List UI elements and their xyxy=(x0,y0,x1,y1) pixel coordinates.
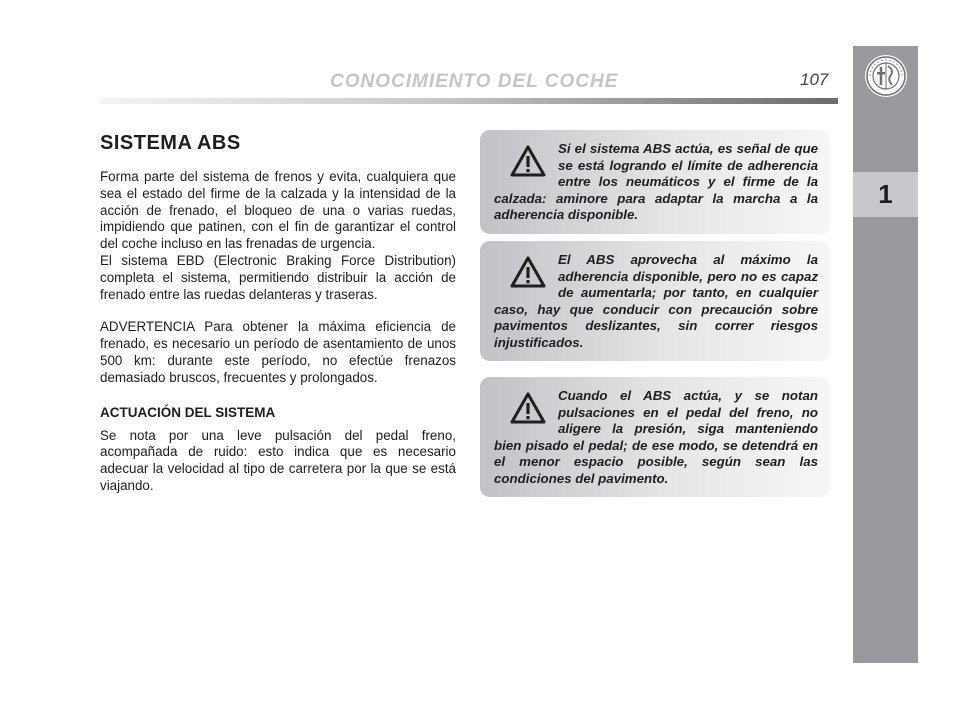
chapter-number: 1 xyxy=(878,179,893,209)
warning-triangle-icon xyxy=(510,145,546,177)
page-number: 107 xyxy=(800,70,829,89)
page-header-title: CONOCIMIENTO DEL COCHE xyxy=(330,71,619,92)
subsection-title: ACTUACIÓN DEL SISTEMA xyxy=(100,404,276,420)
chapter-tab xyxy=(853,172,918,217)
alfa-romeo-logo-icon xyxy=(864,54,908,98)
warning-text: El ABS aprovecha al máximo la adherencia disponible, pero no es capaz de aumentarla; por tanto, en cualquier caso, hay que conducir con precaución sobre pavimentos deslizantes, sin correr riesgos injustificados. xyxy=(494,252,818,350)
warning-triangle-icon xyxy=(510,256,546,288)
chapter-sidebar xyxy=(853,46,918,663)
section-title: SISTEMA ABS xyxy=(100,132,241,154)
body-paragraph: El sistema EBD (Electronic Braking Force Distribution) completa el sistema, permitiendo distribuir la acción de frenado entre las ruedas delanteras y traseras. xyxy=(100,252,456,302)
main-content xyxy=(100,132,456,495)
body-paragraph: Se nota por una leve pulsación del pedal freno, acompañada de ruido: esto indica que es necesario adecuar la velocidad al tipo de carretera por la que se está viajando. xyxy=(100,427,456,493)
warning-text: Cuando el ABS actúa, y se notan pulsaciones en el pedal del freno, no aligere la presión, siga manteniendo bien pisado el pedal; de ese modo, se detendrá en el menor espacio posible, según sean las condiciones del pavimento. xyxy=(494,388,818,486)
warning-box xyxy=(480,377,830,497)
warning-triangle-icon xyxy=(510,392,546,424)
advisory-paragraph: ADVERTENCIA Para obtener la máxima eficiencia de frenado, es necesario un período de asentamiento de unos 500 km: durante este período, no efectúe frenazos demasiado bruscos, frecuentes y prolongados. xyxy=(100,319,456,385)
warning-box xyxy=(480,130,830,234)
body-paragraph: Forma parte del sistema de frenos y evita, cualquiera que sea el estado del firme de la calzada y la intensidad de la acción de frenado, el bloqueo de una o varias ruedas, impidiendo que patinen, con el fin de garantizar el control del coche incluso en las frenadas de urgencia. xyxy=(100,169,456,252)
warning-box xyxy=(480,241,830,361)
header-rule xyxy=(100,98,838,104)
warning-text: Si el sistema ABS actúa, es señal de que se está logrando el límite de adherencia entre los neumáticos y el firme de la calzada: aminore para adaptar la marcha a la adherencia disponible. xyxy=(494,141,818,222)
